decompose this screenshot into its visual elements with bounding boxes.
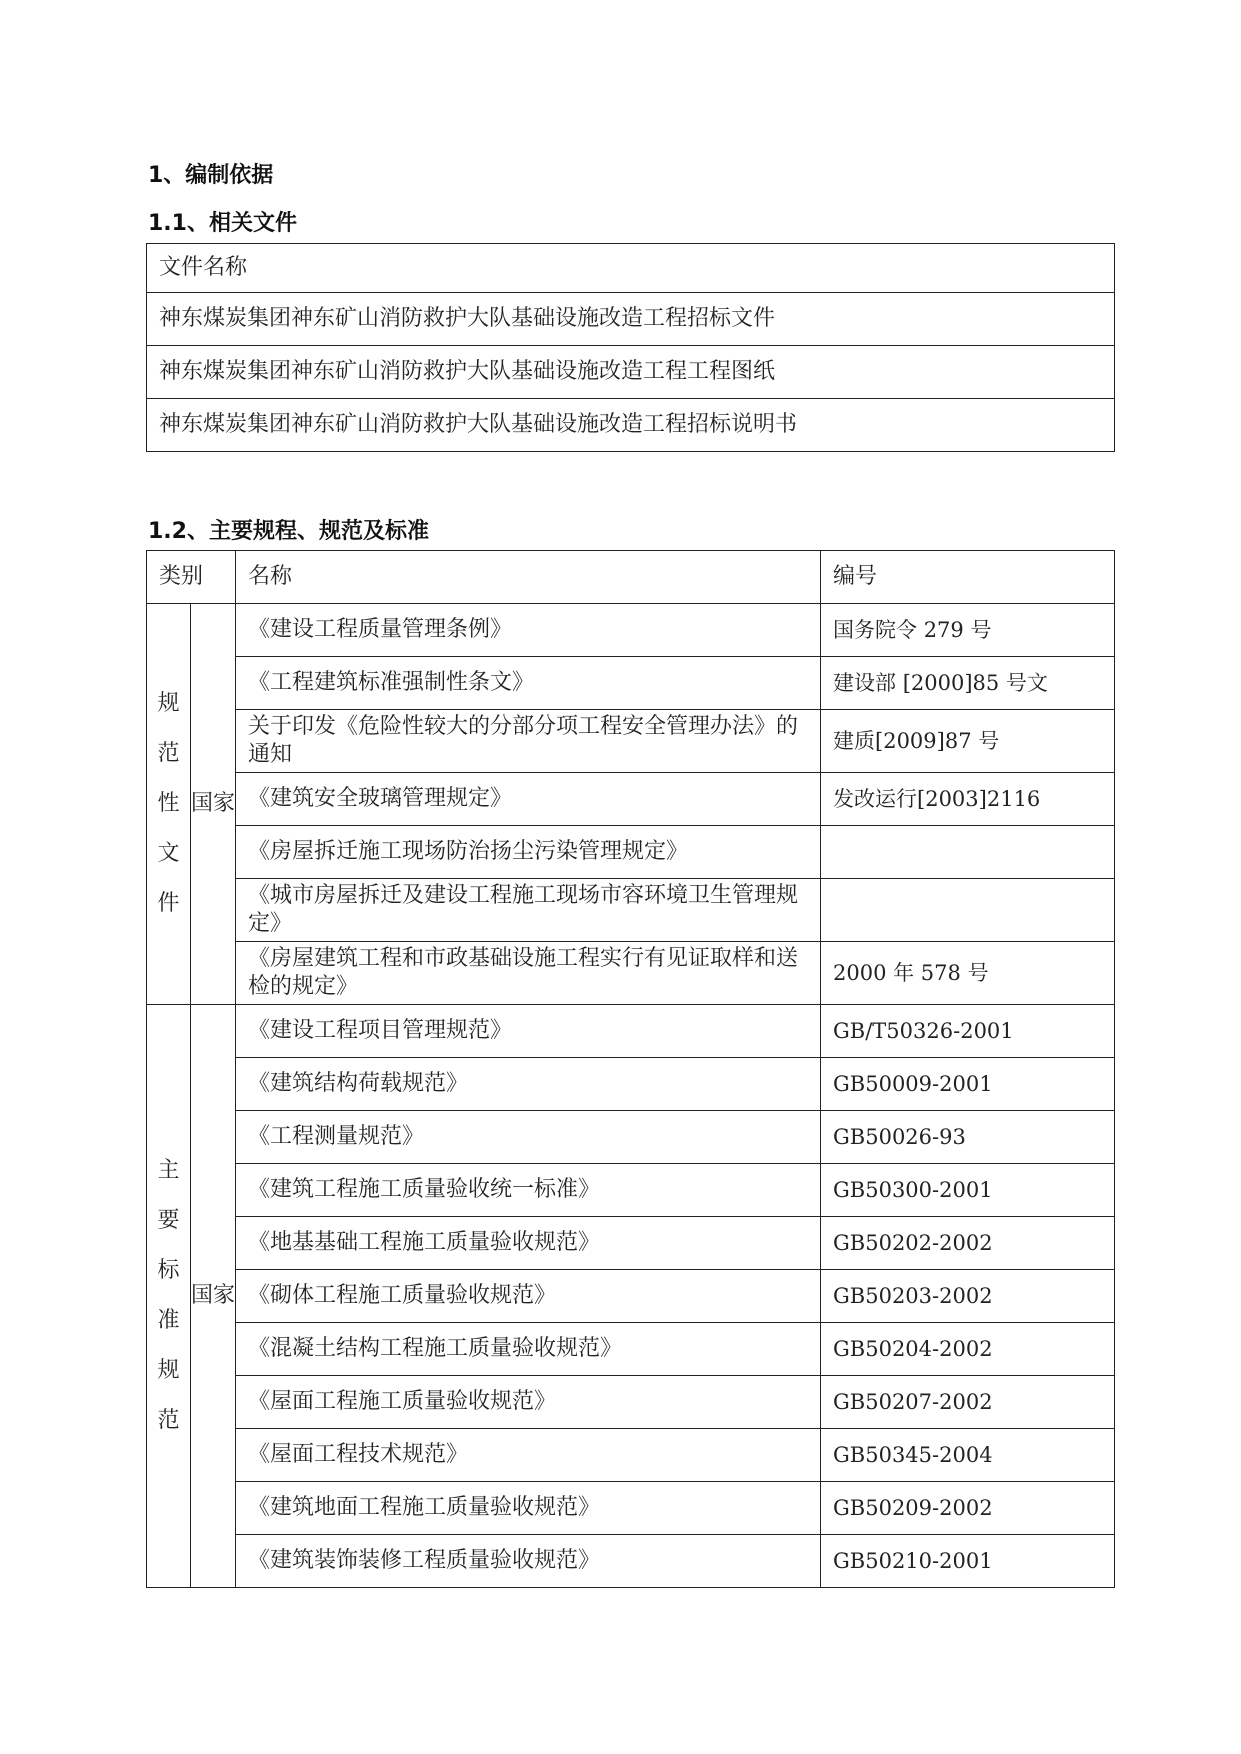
- table-header-row: [147, 551, 1115, 604]
- standard-name-cell: 《建筑安全玻璃管理规定》: [236, 773, 821, 826]
- standard-name-cell: 《地基基础工程施工质量验收规范》: [236, 1217, 821, 1270]
- table-row: [147, 604, 1115, 657]
- standard-code-cell: GB50209-2002: [821, 1482, 1115, 1535]
- header-cell-file-name: 文件名称: [147, 244, 1115, 293]
- table-row: [147, 1482, 1115, 1535]
- standard-code-cell: GB50202-2002: [821, 1217, 1115, 1270]
- standard-code-cell: GB50210-2001: [821, 1535, 1115, 1588]
- standard-name-cell: 《工程建筑标准强制性条文》: [236, 657, 821, 710]
- standard-name-cell: 《屋面工程技术规范》: [236, 1429, 821, 1482]
- file-name-cell: 神东煤炭集团神东矿山消防救护大队基础设施改造工程工程图纸: [147, 346, 1115, 399]
- table-row: [147, 1429, 1115, 1482]
- level-cell: 国家: [191, 604, 236, 1005]
- standard-name-cell: 《房屋拆迁施工现场防治扬尘污染管理规定》: [236, 826, 821, 879]
- standard-code-cell: GB50204-2002: [821, 1323, 1115, 1376]
- standard-name-cell: 《房屋建筑工程和市政基础设施工程实行有见证取样和送检的规定》: [236, 942, 821, 1005]
- table-row: [147, 1058, 1115, 1111]
- standard-name-cell: 《混凝土结构工程施工质量验收规范》: [236, 1323, 821, 1376]
- standard-code-cell: GB50203-2002: [821, 1270, 1115, 1323]
- table-row: [147, 346, 1115, 399]
- table-row: [147, 942, 1115, 1005]
- table-row: [147, 826, 1115, 879]
- standard-code-cell: 建设部 [2000]85 号文: [821, 657, 1115, 710]
- related-files-table: [146, 243, 1115, 452]
- standard-code-cell: 2000 年 578 号: [821, 942, 1115, 1005]
- table-row: [147, 399, 1115, 452]
- standard-code-cell: 发改运行[2003]2116: [821, 773, 1115, 826]
- standard-name-cell: 《建设工程项目管理规范》: [236, 1005, 821, 1058]
- section-heading-1-2: 1.2、主要规程、规范及标准: [148, 519, 429, 544]
- standard-code-cell: GB50026-93: [821, 1111, 1115, 1164]
- table-row: [147, 1376, 1115, 1429]
- header-cell-category: 类别: [147, 551, 236, 604]
- header-cell-name: 名称: [236, 551, 821, 604]
- table-row: [147, 293, 1115, 346]
- table-row: [147, 1535, 1115, 1588]
- section-heading-1: 1、编制依据: [148, 163, 274, 188]
- table-row: [147, 1005, 1115, 1058]
- table-row: [147, 657, 1115, 710]
- category-cell: 主要标准规范: [147, 1005, 191, 1588]
- level-cell: 国家: [191, 1005, 236, 1588]
- table-row: [147, 710, 1115, 773]
- standard-code-cell: GB50300-2001: [821, 1164, 1115, 1217]
- standard-name-cell: 关于印发《危险性较大的分部分项工程安全管理办法》的通知: [236, 710, 821, 773]
- standard-code-cell: GB50345-2004: [821, 1429, 1115, 1482]
- standards-table: [146, 550, 1115, 1588]
- standard-name-cell: 《砌体工程施工质量验收规范》: [236, 1270, 821, 1323]
- table-row: [147, 773, 1115, 826]
- standard-code-cell: [821, 826, 1115, 879]
- standard-name-cell: 《建筑工程施工质量验收统一标准》: [236, 1164, 821, 1217]
- table-row: [147, 1217, 1115, 1270]
- standard-code-cell: GB/T50326-2001: [821, 1005, 1115, 1058]
- standard-code-cell: GB50009-2001: [821, 1058, 1115, 1111]
- standard-name-cell: 《建筑地面工程施工质量验收规范》: [236, 1482, 821, 1535]
- standard-name-cell: 《工程测量规范》: [236, 1111, 821, 1164]
- category-cell: 规范性文件: [147, 604, 191, 1005]
- file-name-cell: 神东煤炭集团神东矿山消防救护大队基础设施改造工程招标文件: [147, 293, 1115, 346]
- standard-name-cell: 《建筑装饰装修工程质量验收规范》: [236, 1535, 821, 1588]
- table-row: [147, 1164, 1115, 1217]
- table-row: [147, 879, 1115, 942]
- standard-name-cell: 《屋面工程施工质量验收规范》: [236, 1376, 821, 1429]
- standard-code-cell: [821, 879, 1115, 942]
- standard-code-cell: GB50207-2002: [821, 1376, 1115, 1429]
- standard-code-cell: 建质[2009]87 号: [821, 710, 1115, 773]
- file-name-cell: 神东煤炭集团神东矿山消防救护大队基础设施改造工程招标说明书: [147, 399, 1115, 452]
- standard-name-cell: 《建设工程质量管理条例》: [236, 604, 821, 657]
- table-row: [147, 1323, 1115, 1376]
- section-heading-1-1: 1.1、相关文件: [148, 211, 297, 236]
- header-cell-code: 编号: [821, 551, 1115, 604]
- table-header-row: [147, 244, 1115, 293]
- standard-name-cell: 《建筑结构荷载规范》: [236, 1058, 821, 1111]
- standard-code-cell: 国务院令 279 号: [821, 604, 1115, 657]
- table-row: [147, 1111, 1115, 1164]
- table-row: [147, 1270, 1115, 1323]
- standard-name-cell: 《城市房屋拆迁及建设工程施工现场市容环境卫生管理规定》: [236, 879, 821, 942]
